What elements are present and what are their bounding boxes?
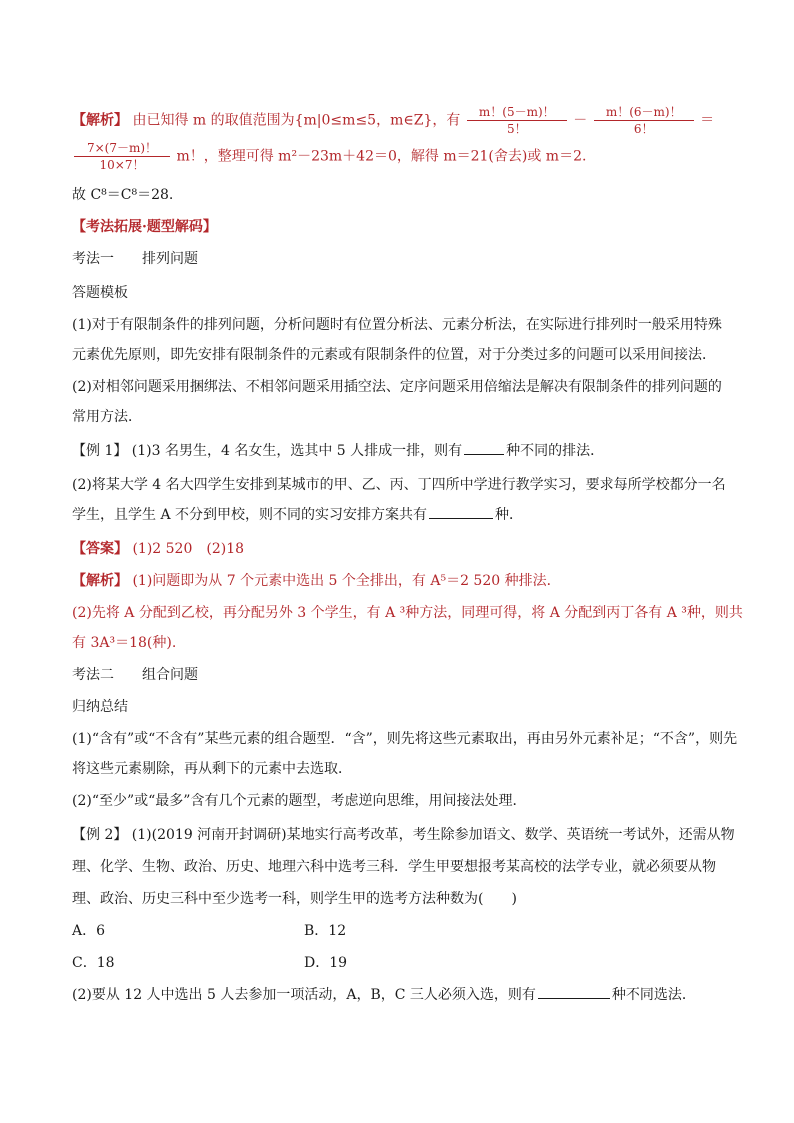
- example1-jiexi-1: [72, 570, 561, 592]
- jiexi-line-2: [72, 140, 586, 173]
- example1-question-2a: (2)将某大学 4 名大四学生安排到某城市的甲、乙、丙、丁四所中学进行教学实习，要求每所学校都分一名: [72, 477, 726, 493]
- method2-paragraph-2: (2)“至少”或“最多”含有几个元素的题型，考虑逆向思维，用间接法处理．: [72, 793, 527, 809]
- fraction-1-numerator: m！(5－m)！: [467, 104, 567, 121]
- method2-subtitle: 归纳总结: [72, 699, 128, 715]
- fraction-3-denominator: 10×7！: [99, 158, 145, 172]
- example2-q2-suffix: 种不同选法．: [611, 987, 696, 1003]
- example1-jiexi-text-1: (1)问题即为从 7 个元素中选出 5 个全排出，有 A⁵＝2 520 种排法．: [132, 573, 561, 589]
- fraction-3: [74, 140, 170, 173]
- minus-sign: －: [573, 112, 588, 129]
- section-title: 【考法拓展·题型解码】: [72, 219, 217, 235]
- example1-question-2b: [72, 504, 523, 526]
- option-d: D．19: [304, 955, 348, 971]
- method1-paragraph-1a: (1)对于有限制条件的排列问题，分析问题时有位置分析法、元素分析法，在实际进行排列时一般采用特殊: [72, 317, 722, 333]
- jiexi-text-1: 由已知得 m 的取值范围为{m|0≤m≤5，m∈Z}，有: [132, 112, 461, 129]
- fraction-1-denominator: 5！: [506, 122, 527, 136]
- example2-q2-prefix: (2)要从 12 人中选出 5 人去参加一项活动，A，B，C 三人必须入选，则有: [72, 987, 536, 1003]
- example2-question-2: [72, 984, 696, 1006]
- answer-blank: [464, 440, 504, 455]
- fraction-2: [594, 104, 694, 137]
- answer-blank: [429, 504, 493, 519]
- example1-question-1: [72, 440, 604, 462]
- jiexi-tag: 【解析】: [72, 112, 128, 129]
- method1-paragraph-1b: 元素优先原则，即先安排有限制条件的元素或有限制条件的位置，对于分类过多的问题可以采用间接法．: [72, 347, 716, 363]
- jiexi-line-3: 故 C⁸＝C⁸＝28.: [72, 187, 174, 203]
- answer-text: (1)2 520 (2)18: [132, 541, 245, 557]
- fraction-3-numerator: 7×(7－m)！: [74, 140, 170, 157]
- example1-q1-prefix: 【例 1】 (1)3 名男生，4 名女生，选其中 5 人排成一排，则有: [72, 443, 463, 459]
- example1-q2-suffix: 种．: [495, 507, 524, 523]
- method2-title: 考法二 组合问题: [72, 667, 198, 683]
- answer-blank: [538, 984, 610, 999]
- example1-jiexi-2b: 有 3A³＝18(种).: [72, 635, 177, 651]
- option-c: C．18: [72, 955, 115, 971]
- example2-question-1b: 理、化学、生物、政治、历史、地理六科中选考三科．学生甲要想报考某高校的法学专业，就必须要从物: [72, 859, 716, 875]
- jiexi-tag-2: 【解析】: [72, 573, 128, 589]
- method2-paragraph-1b: 将这些元素剔除，再从剩下的元素中去选取．: [72, 761, 352, 777]
- option-b: B．12: [304, 923, 347, 939]
- example2-question-1a: 【例 2】 (1)(2019 河南开封调研)某地实行高考改革，考生除参加语文、数学、英语统一考试外，还需从物: [72, 827, 735, 843]
- jiexi-text-2: m！，整理可得 m²－23m＋42＝0，解得 m＝21(舍去)或 m＝2.: [176, 148, 587, 165]
- fraction-2-numerator: m！(6－m)！: [594, 104, 694, 121]
- fraction-1: [467, 104, 567, 137]
- example1-q1-suffix: 种不同的排法．: [506, 443, 605, 459]
- method1-paragraph-2a: (2)对相邻问题采用捆绑法、不相邻问题采用插空法、定序问题采用倍缩法是解决有限制条件的排列问题的: [72, 379, 722, 395]
- answer-tag: 【答案】: [72, 541, 128, 557]
- method1-subtitle: 答题模板: [72, 285, 128, 301]
- jiexi-line-1: [72, 104, 714, 137]
- method1-paragraph-2b: 常用方法．: [72, 409, 142, 425]
- example1-q2-prefix: 学生，且学生 A 不分到甲校，则不同的实习安排方案共有: [72, 507, 428, 523]
- example2-question-1c: 理、政治、历史三科中至少选考一科，则学生甲的选考方法种数为( ): [72, 891, 517, 907]
- option-a: A．6: [72, 923, 106, 939]
- method1-title: 考法一 排列问题: [72, 251, 198, 267]
- equals-sign: ＝: [700, 112, 715, 129]
- method2-paragraph-1a: (1)“含有”或“不含有”某些元素的组合题型．“含”，则先将这些元素取出，再由另外元素补足；“不含”，则先: [72, 731, 738, 747]
- example1-jiexi-2a: (2)先将 A 分配到乙校，再分配另外 3 个学生，有 A ³种方法，同理可得，将 A 分配到丙丁各有 A ³种，则共: [72, 605, 743, 621]
- example1-answer: [72, 538, 244, 560]
- fraction-2-denominator: 6！: [633, 122, 654, 136]
